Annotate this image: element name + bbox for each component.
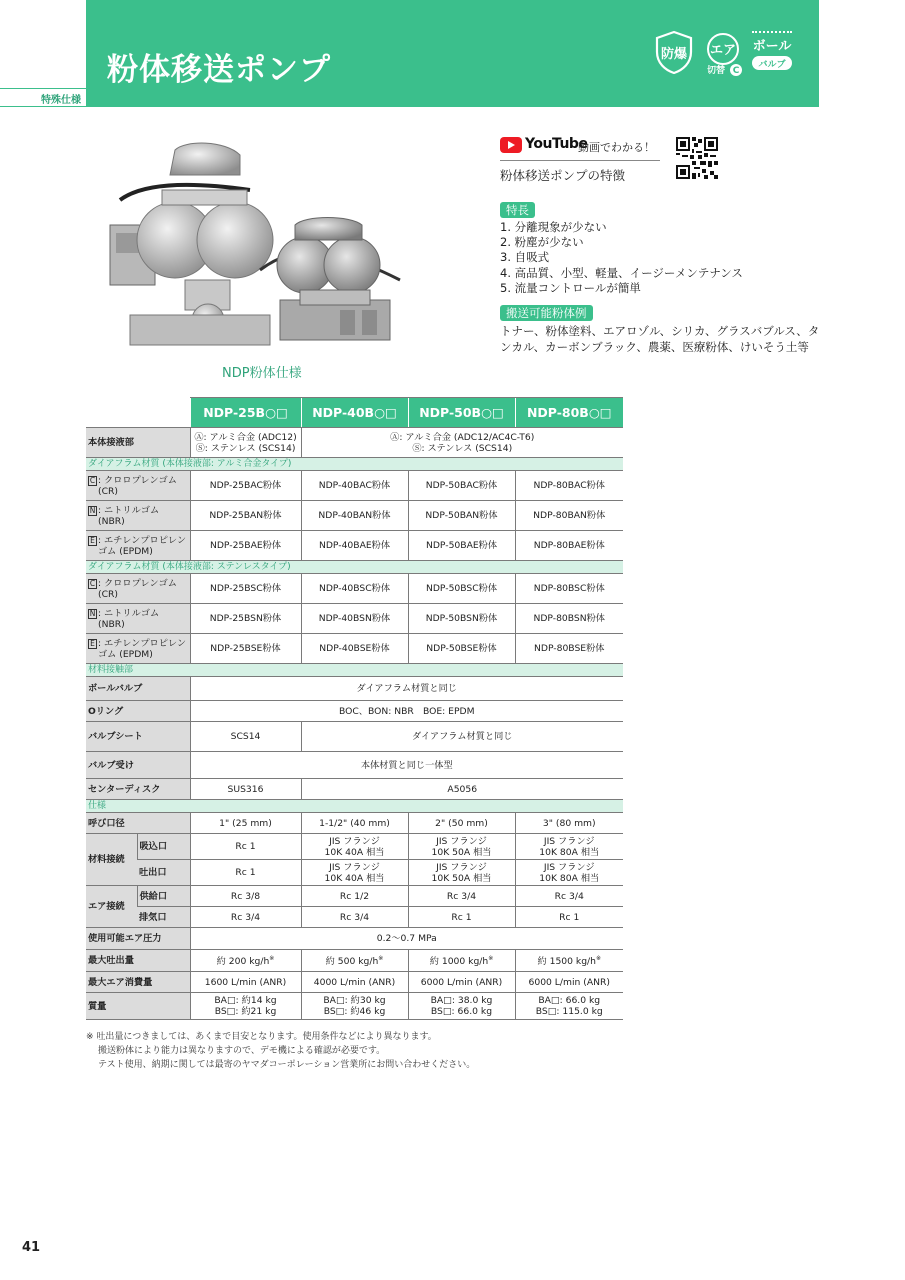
model-header: NDP-25B○□ [190, 398, 301, 428]
page-title: 粉体移送ポンプ [107, 52, 331, 88]
feature-item: 1. 分離現象が少ない [500, 220, 607, 234]
table-cell: 約 500 kg/h※ [301, 950, 408, 972]
table-cell: 1600 L/min (ANR) [190, 972, 301, 993]
ball-label: ボール [752, 39, 792, 54]
explosion-proof-text: 防爆 [660, 47, 688, 62]
features-list [500, 220, 743, 296]
table-row [86, 604, 623, 634]
section-row [86, 664, 623, 677]
row-label: 質量 [86, 993, 190, 1020]
row-label: Oリング [86, 701, 190, 722]
explosion-proof-badge-icon [654, 30, 694, 74]
footnote: 搬送粉体により能力は異なりますので、デモ機による確認が必要です。 [98, 1046, 386, 1056]
youtube-video-title: 粉体移送ポンプの特徴 [500, 168, 626, 183]
table-cell: BOC、BON: NBR BOE: EPDM [190, 701, 623, 722]
table-cell: Rc 1 [408, 907, 515, 928]
table-row [86, 722, 623, 752]
table-cell: 約 1500 kg/h※ [515, 950, 623, 972]
table-cell: JIS フランジ 10K 80A 相当 [515, 860, 623, 886]
table-cell: NDP-25BSN粉体 [190, 604, 301, 634]
table-cell: NDP-80BAE粉体 [515, 531, 623, 561]
table-cell: NDP-50BAC粉体 [408, 471, 515, 501]
footnote: ※ 吐出量につきましては、あくまで目安となります。使用条件などにより異なります。 [86, 1032, 437, 1042]
row-label: 材料接続 [86, 834, 137, 886]
table-cell: JIS フランジ 10K 80A 相当 [515, 834, 623, 860]
table-cell: NDP-80BSE粉体 [515, 634, 623, 664]
air-sub-label: 切替 [706, 66, 726, 76]
table-cell: Rc 1/2 [301, 886, 408, 907]
table-cell: ダイアフラム材質と同じ [301, 722, 623, 752]
table-cell: NDP-50BSE粉体 [408, 634, 515, 664]
table-cell: 約 1000 kg/h※ [408, 950, 515, 972]
category-label: 特殊仕様 [41, 95, 81, 106]
table-cell: NDP-50BSC粉体 [408, 574, 515, 604]
table-cell: NDP-50BSN粉体 [408, 604, 515, 634]
table-cell: Rc 3/8 [190, 886, 301, 907]
section-row [86, 458, 623, 471]
table-row [86, 993, 623, 1020]
table-cell: NDP-25BAN粉体 [190, 501, 301, 531]
table-cell: Rc 3/4 [190, 907, 301, 928]
air-switch-badge-icon [700, 32, 746, 78]
table-cell: 1-1/2" (40 mm) [301, 813, 408, 834]
table-corner [86, 398, 190, 428]
table-cell: Ⓐ: アルミ合金 (ADC12) Ⓢ: ステンレス (SCS14) [190, 428, 301, 458]
table-cell: NDP-25BSC粉体 [190, 574, 301, 604]
table-row [86, 928, 623, 950]
photo-caption: NDP粉体仕様 [222, 366, 302, 381]
table-row [86, 501, 623, 531]
table-cell: JIS フランジ 10K 40A 相当 [301, 834, 408, 860]
table-cell: 本体材質と同じ一体型 [190, 752, 623, 779]
row-label: E : エチレンプロピレン ゴム (EPDM) [86, 531, 190, 561]
table-row [86, 950, 623, 972]
table-row [86, 574, 623, 604]
section-title: ダイアフラム材質 (本体接液部: アルミ合金タイプ) [86, 458, 623, 471]
model-header: NDP-50B○□ [408, 398, 515, 428]
table-cell: 1" (25 mm) [190, 813, 301, 834]
table-cell: Rc 3/4 [515, 886, 623, 907]
air-label: エア [709, 43, 737, 58]
table-row [86, 779, 623, 800]
row-label: N : ニトリルゴム (NBR) [86, 501, 190, 531]
model-header: NDP-80B○□ [515, 398, 623, 428]
footnotes [86, 1030, 475, 1072]
row-label: バルブシート [86, 722, 190, 752]
table-cell: SCS14 [190, 722, 301, 752]
footnote: テスト使用、納期に関しては最寄のヤマダコーポレーション営業所にお問い合わせください。 [98, 1060, 476, 1070]
table-row [86, 677, 623, 701]
table-row [86, 834, 623, 860]
table-cell: Ⓐ: アルミ合金 (ADC12/AC4C-T6) Ⓢ: ステンレス (SCS14) [301, 428, 623, 458]
powders-heading: 搬送可能粉体例 [500, 305, 593, 321]
table-row [86, 813, 623, 834]
feature-item: 3. 自吸式 [500, 250, 550, 265]
table-cell: 約 200 kg/h※ [190, 950, 301, 972]
feature-item: 4. 高品質、小型、軽量、イージーメンテナンス [500, 265, 743, 280]
row-sublabel: 吸込口 [137, 834, 190, 860]
table-cell: NDP-40BAN粉体 [301, 501, 408, 531]
table-row [86, 428, 623, 458]
table-cell: Rc 3/4 [408, 886, 515, 907]
table-cell: Rc 1 [190, 834, 301, 860]
features-heading: 特長 [500, 202, 535, 218]
feature-item: 5. 流量コントロールが簡単 [500, 280, 641, 295]
row-label: バルブ受け [86, 752, 190, 779]
table-cell: NDP-80BAC粉体 [515, 471, 623, 501]
model-header: NDP-40B○□ [301, 398, 408, 428]
section-title: 仕様 [86, 800, 623, 813]
spec-table [86, 397, 623, 1020]
feature-item: 2. 粉塵が少ない [500, 235, 584, 250]
pump-photo [100, 130, 420, 355]
youtube-divider [500, 160, 660, 161]
row-label: C : クロロプレンゴム (CR) [86, 471, 190, 501]
row-label: 最大吐出量 [86, 950, 190, 972]
table-row [86, 701, 623, 722]
table-cell: Rc 1 [190, 860, 301, 886]
table-cell: NDP-50BAN粉体 [408, 501, 515, 531]
row-label: ボールバルブ [86, 677, 190, 701]
youtube-wordmark[interactable]: YouTube [525, 136, 588, 152]
ball-sub-label: バルブ [758, 60, 786, 70]
table-row [86, 886, 623, 907]
row-label: N : ニトリルゴム (NBR) [86, 604, 190, 634]
row-label: 最大エア消費量 [86, 972, 190, 993]
table-cell: NDP-80BAN粉体 [515, 501, 623, 531]
table-cell: NDP-40BSC粉体 [301, 574, 408, 604]
youtube-play-icon[interactable] [500, 137, 522, 153]
row-sublabel: 吐出口 [137, 860, 190, 886]
powders-text: トナー、粉体塗料、エアロゾル、シリカ、グラスバブルス、タンカル、カーボンブラック、農薬、医療粉体、けいそう土等 [500, 324, 820, 354]
table-row [86, 907, 623, 928]
table-cell: BA□: 約14 kg BS□: 約21 kg [190, 993, 301, 1020]
table-cell: BA□: 66.0 kg BS□: 115.0 kg [515, 993, 623, 1020]
table-cell: NDP-50BAE粉体 [408, 531, 515, 561]
youtube-caption: 動画でわかる！ [578, 141, 655, 154]
row-label: 本体接液部 [86, 428, 190, 458]
section-title: 材料接触部 [86, 664, 623, 677]
row-label: C : クロロプレンゴム (CR) [86, 574, 190, 604]
table-cell: NDP-40BSN粉体 [301, 604, 408, 634]
table-cell: 4000 L/min (ANR) [301, 972, 408, 993]
row-sublabel: 供給口 [137, 886, 190, 907]
table-cell: JIS フランジ 10K 40A 相当 [301, 860, 408, 886]
table-cell: SUS316 [190, 779, 301, 800]
table-cell: 0.2～0.7 MPa [190, 928, 623, 950]
table-cell: 3" (80 mm) [515, 813, 623, 834]
section-title: ダイアフラム材質 (本体接液部: ステンレスタイプ) [86, 561, 623, 574]
section-row [86, 561, 623, 574]
table-cell: NDP-80BSN粉体 [515, 604, 623, 634]
row-label: E : エチレンプロピレン ゴム (EPDM) [86, 634, 190, 664]
table-cell: BA□: 38.0 kg BS□: 66.0 kg [408, 993, 515, 1020]
category-tab [0, 88, 86, 107]
table-cell: NDP-25BAC粉体 [190, 471, 301, 501]
row-label: センターディスク [86, 779, 190, 800]
table-cell: Rc 3/4 [301, 907, 408, 928]
table-header-row [86, 398, 623, 428]
table-cell: BA□: 約30 kg BS□: 約46 kg [301, 993, 408, 1020]
table-cell: NDP-40BSE粉体 [301, 634, 408, 664]
row-label: エア接続 [86, 886, 137, 928]
table-cell: NDP-80BSC粉体 [515, 574, 623, 604]
table-row [86, 972, 623, 993]
table-row [86, 634, 623, 664]
page-number: 41 [22, 1240, 41, 1255]
table-cell: Rc 1 [515, 907, 623, 928]
table-cell: 6000 L/min (ANR) [408, 972, 515, 993]
air-c-label: C [732, 66, 740, 76]
table-cell: NDP-25BAE粉体 [190, 531, 301, 561]
section-row [86, 800, 623, 813]
table-cell: JIS フランジ 10K 50A 相当 [408, 860, 515, 886]
table-row [86, 752, 623, 779]
table-cell: 6000 L/min (ANR) [515, 972, 623, 993]
table-cell: NDP-25BSE粉体 [190, 634, 301, 664]
table-row [86, 471, 623, 501]
table-row [86, 531, 623, 561]
row-label: 呼び口径 [86, 813, 190, 834]
ball-valve-badge-icon [750, 32, 794, 76]
row-label: 使用可能エア圧力 [86, 928, 190, 950]
table-cell: JIS フランジ 10K 50A 相当 [408, 834, 515, 860]
table-cell: 2" (50 mm) [408, 813, 515, 834]
table-cell: A5056 [301, 779, 623, 800]
table-cell: NDP-40BAC粉体 [301, 471, 408, 501]
table-cell: ダイアフラム材質と同じ [190, 677, 623, 701]
table-row [86, 860, 623, 886]
row-sublabel: 排気口 [137, 907, 190, 928]
qr-code-icon[interactable] [676, 137, 718, 179]
table-cell: NDP-40BAE粉体 [301, 531, 408, 561]
